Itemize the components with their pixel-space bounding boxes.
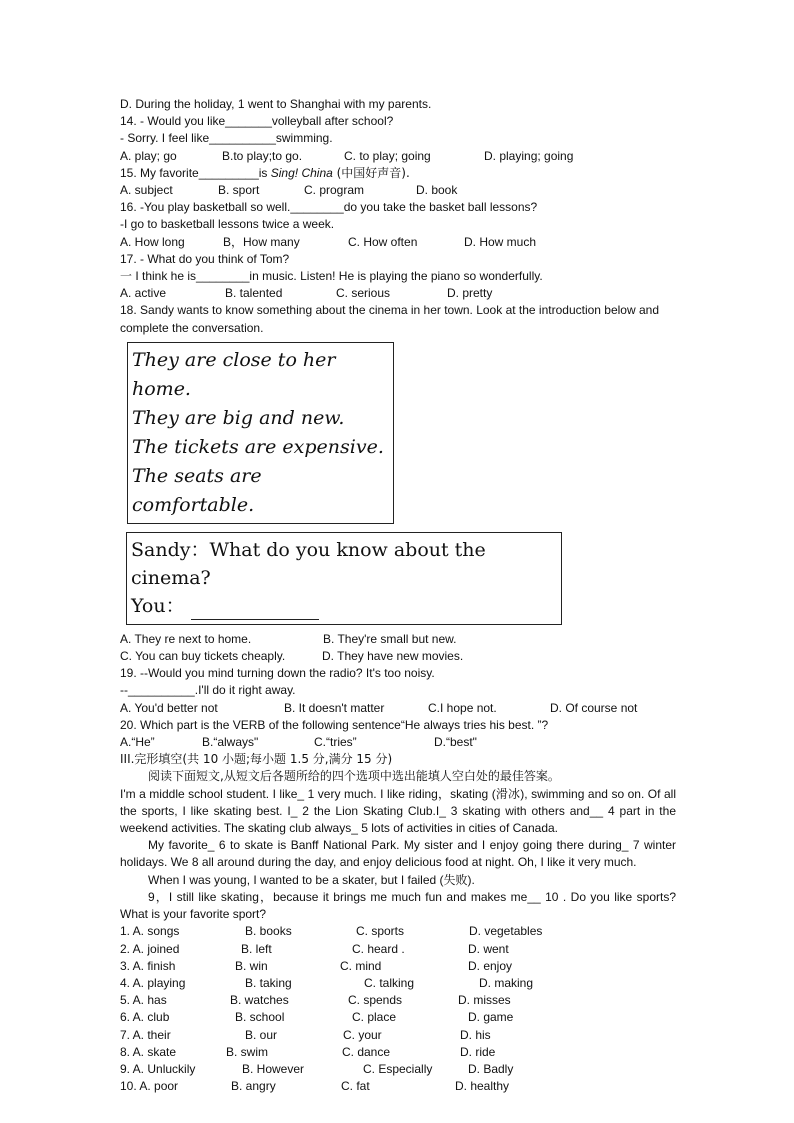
q17-question: 17. - What do you think of Tom? <box>120 251 290 266</box>
conversation-box <box>126 532 562 625</box>
cloze-option-row: 7. A. their B. our C. your D. his <box>120 1027 491 1042</box>
cloze-paragraph-4: 9，I still like skating，because it brings me much fun and makes me__ 10 . Do you like sports? What is your favorite sport? <box>120 889 676 922</box>
option: D. They have new movies. <box>322 649 464 664</box>
section-3-instructions: 阅读下面短文,从短文后各题所给的四个选项中选出能填人空白处的最佳答案。 <box>148 769 560 784</box>
q18-question: 18. Sandy wants to know something about the cinema in her town. Look at the introduction below and complete the conversation. <box>120 303 660 335</box>
intro-line: The tickets are expensive. <box>132 435 384 458</box>
section-3-heading: III.完形填空(共 10 小题;每小题 1.5 分,满分 15 分) <box>120 752 393 767</box>
cloze-option-row: 9. A. Unluckily B. However C. Especially D. Badly <box>120 1061 514 1076</box>
option: D. pretty <box>447 286 493 301</box>
option: D. How much <box>464 234 537 249</box>
option: D.“best" <box>434 735 477 750</box>
cloze-option-row: 6. A. club B. school C. place D. game <box>120 1010 514 1025</box>
option: A.“He” <box>120 735 155 750</box>
option: C.I hope not. <box>428 700 497 715</box>
option: A. active <box>120 286 167 301</box>
intro-line: They are close to her home. <box>132 348 336 400</box>
q20-question: 20. Which part is the VERB of the following sentence“He always tries his best. ”? <box>120 717 549 732</box>
cloze-paragraph-2: My favorite_ 6 to skate is Banff National Park. My sister and I enjoy going there during_ 7 winter holidays. We 8 all around during the day, and enjoy delicious food at night. Oh, I like it very much. <box>120 838 676 870</box>
q15-options <box>120 182 676 199</box>
q19-question: 19. --Would you mind turning down the radio? It's too noisy. <box>120 666 435 681</box>
cloze-option-row: 8. A. skate B. swim C. dance D. ride <box>120 1044 496 1059</box>
q14-reply: - Sorry. I feel like__________swimming. <box>120 131 333 146</box>
q17-options <box>120 285 676 302</box>
option: B. It doesn't matter <box>284 700 385 715</box>
intro-line: They are big and new. <box>132 406 345 429</box>
cloze-options <box>120 923 676 1095</box>
option: C. You can buy tickets cheaply. <box>120 649 286 664</box>
option: D. Of course not <box>550 700 638 715</box>
option: D. book <box>416 183 458 198</box>
q16-options <box>120 234 676 251</box>
q18-options-ab <box>120 631 676 648</box>
option: B. sport <box>218 183 260 198</box>
option: A. How long <box>120 234 185 249</box>
cloze-option-row: 1. A. songs B. books C. sports D. vegetables <box>120 924 543 939</box>
option: C. program <box>304 183 365 198</box>
option: A. You'd better not <box>120 700 218 715</box>
option: C.“tries” <box>314 735 357 750</box>
q17-reply: 一 I think he is________in music. Listen! He is playing the piano so wonderfully. <box>120 269 543 284</box>
option: B.to play;to go. <box>222 148 303 163</box>
option: A. play; go <box>120 148 177 163</box>
cloze-option-row: 4. A. playing B. taking C. talking D. making <box>120 975 534 990</box>
cloze-option-row: 2. A. joined B. left C. heard . D. went <box>120 941 509 956</box>
option: B，How many <box>223 234 300 249</box>
q14-question: 14. - Would you like_______volleyball after school? <box>120 114 394 129</box>
option: C. serious <box>336 286 391 301</box>
option: B. They're small but new. <box>323 631 457 646</box>
cloze-option-row: 3. A. finish B. win C. mind D. enjoy <box>120 958 513 973</box>
option: C. to play; going <box>344 148 431 163</box>
cloze-option-row: 5. A. has B. watches C. spends D. misses <box>120 993 511 1008</box>
q20-options <box>120 734 676 751</box>
show-title: Sing! China <box>270 165 333 180</box>
cloze-option-row: 10. A. poor B. angry C. fat D. healthy <box>120 1079 510 1094</box>
intro-line: The seats are comfortable. <box>132 464 262 516</box>
q19-reply: --__________.I'll do it right away. <box>120 683 296 698</box>
q18-options-cd <box>120 648 676 665</box>
q19-options <box>120 700 676 717</box>
q16-question: 16. -You play basketball so well.________do you take the basket ball lessons? <box>120 200 538 215</box>
option: A. They re next to home. <box>120 631 252 646</box>
q16-reply: -I go to basketball lessons twice a week. <box>120 217 335 232</box>
cloze-paragraph-1: I'm a middle school student. I like_ 1 very much. I like riding，skating (滑冰), swimming and so on. Of all the sports, I like skating best. I_ 2 the Lion Skating Club.I_ 3 skating with others and__ 4 part in the weekend activities. The skating club always_ 5 lots of activities in cities of Canada. <box>120 786 676 836</box>
option: D. playing; going <box>484 148 574 163</box>
q13-option-d: D. During the holiday, 1 went to Shanghai with my parents. <box>120 97 432 111</box>
exam-page <box>120 96 676 1095</box>
answer-blank <box>191 601 319 620</box>
cinema-introduction-box <box>127 342 394 524</box>
q14-options <box>120 148 676 165</box>
option: B.“always" <box>202 735 259 750</box>
option: C. How often <box>348 234 418 249</box>
you-line: You： <box>131 592 557 620</box>
option: B. talented <box>225 286 283 301</box>
q15-question: 15. My favorite_________is Sing! China (中国好声音). <box>120 165 410 180</box>
option: A. subject <box>120 183 173 198</box>
sandy-line: Sandy：What do you know about the cinema? <box>131 538 486 589</box>
cloze-paragraph-3: When I was young, I wanted to be a skater, but I failed (失败). <box>148 872 475 887</box>
